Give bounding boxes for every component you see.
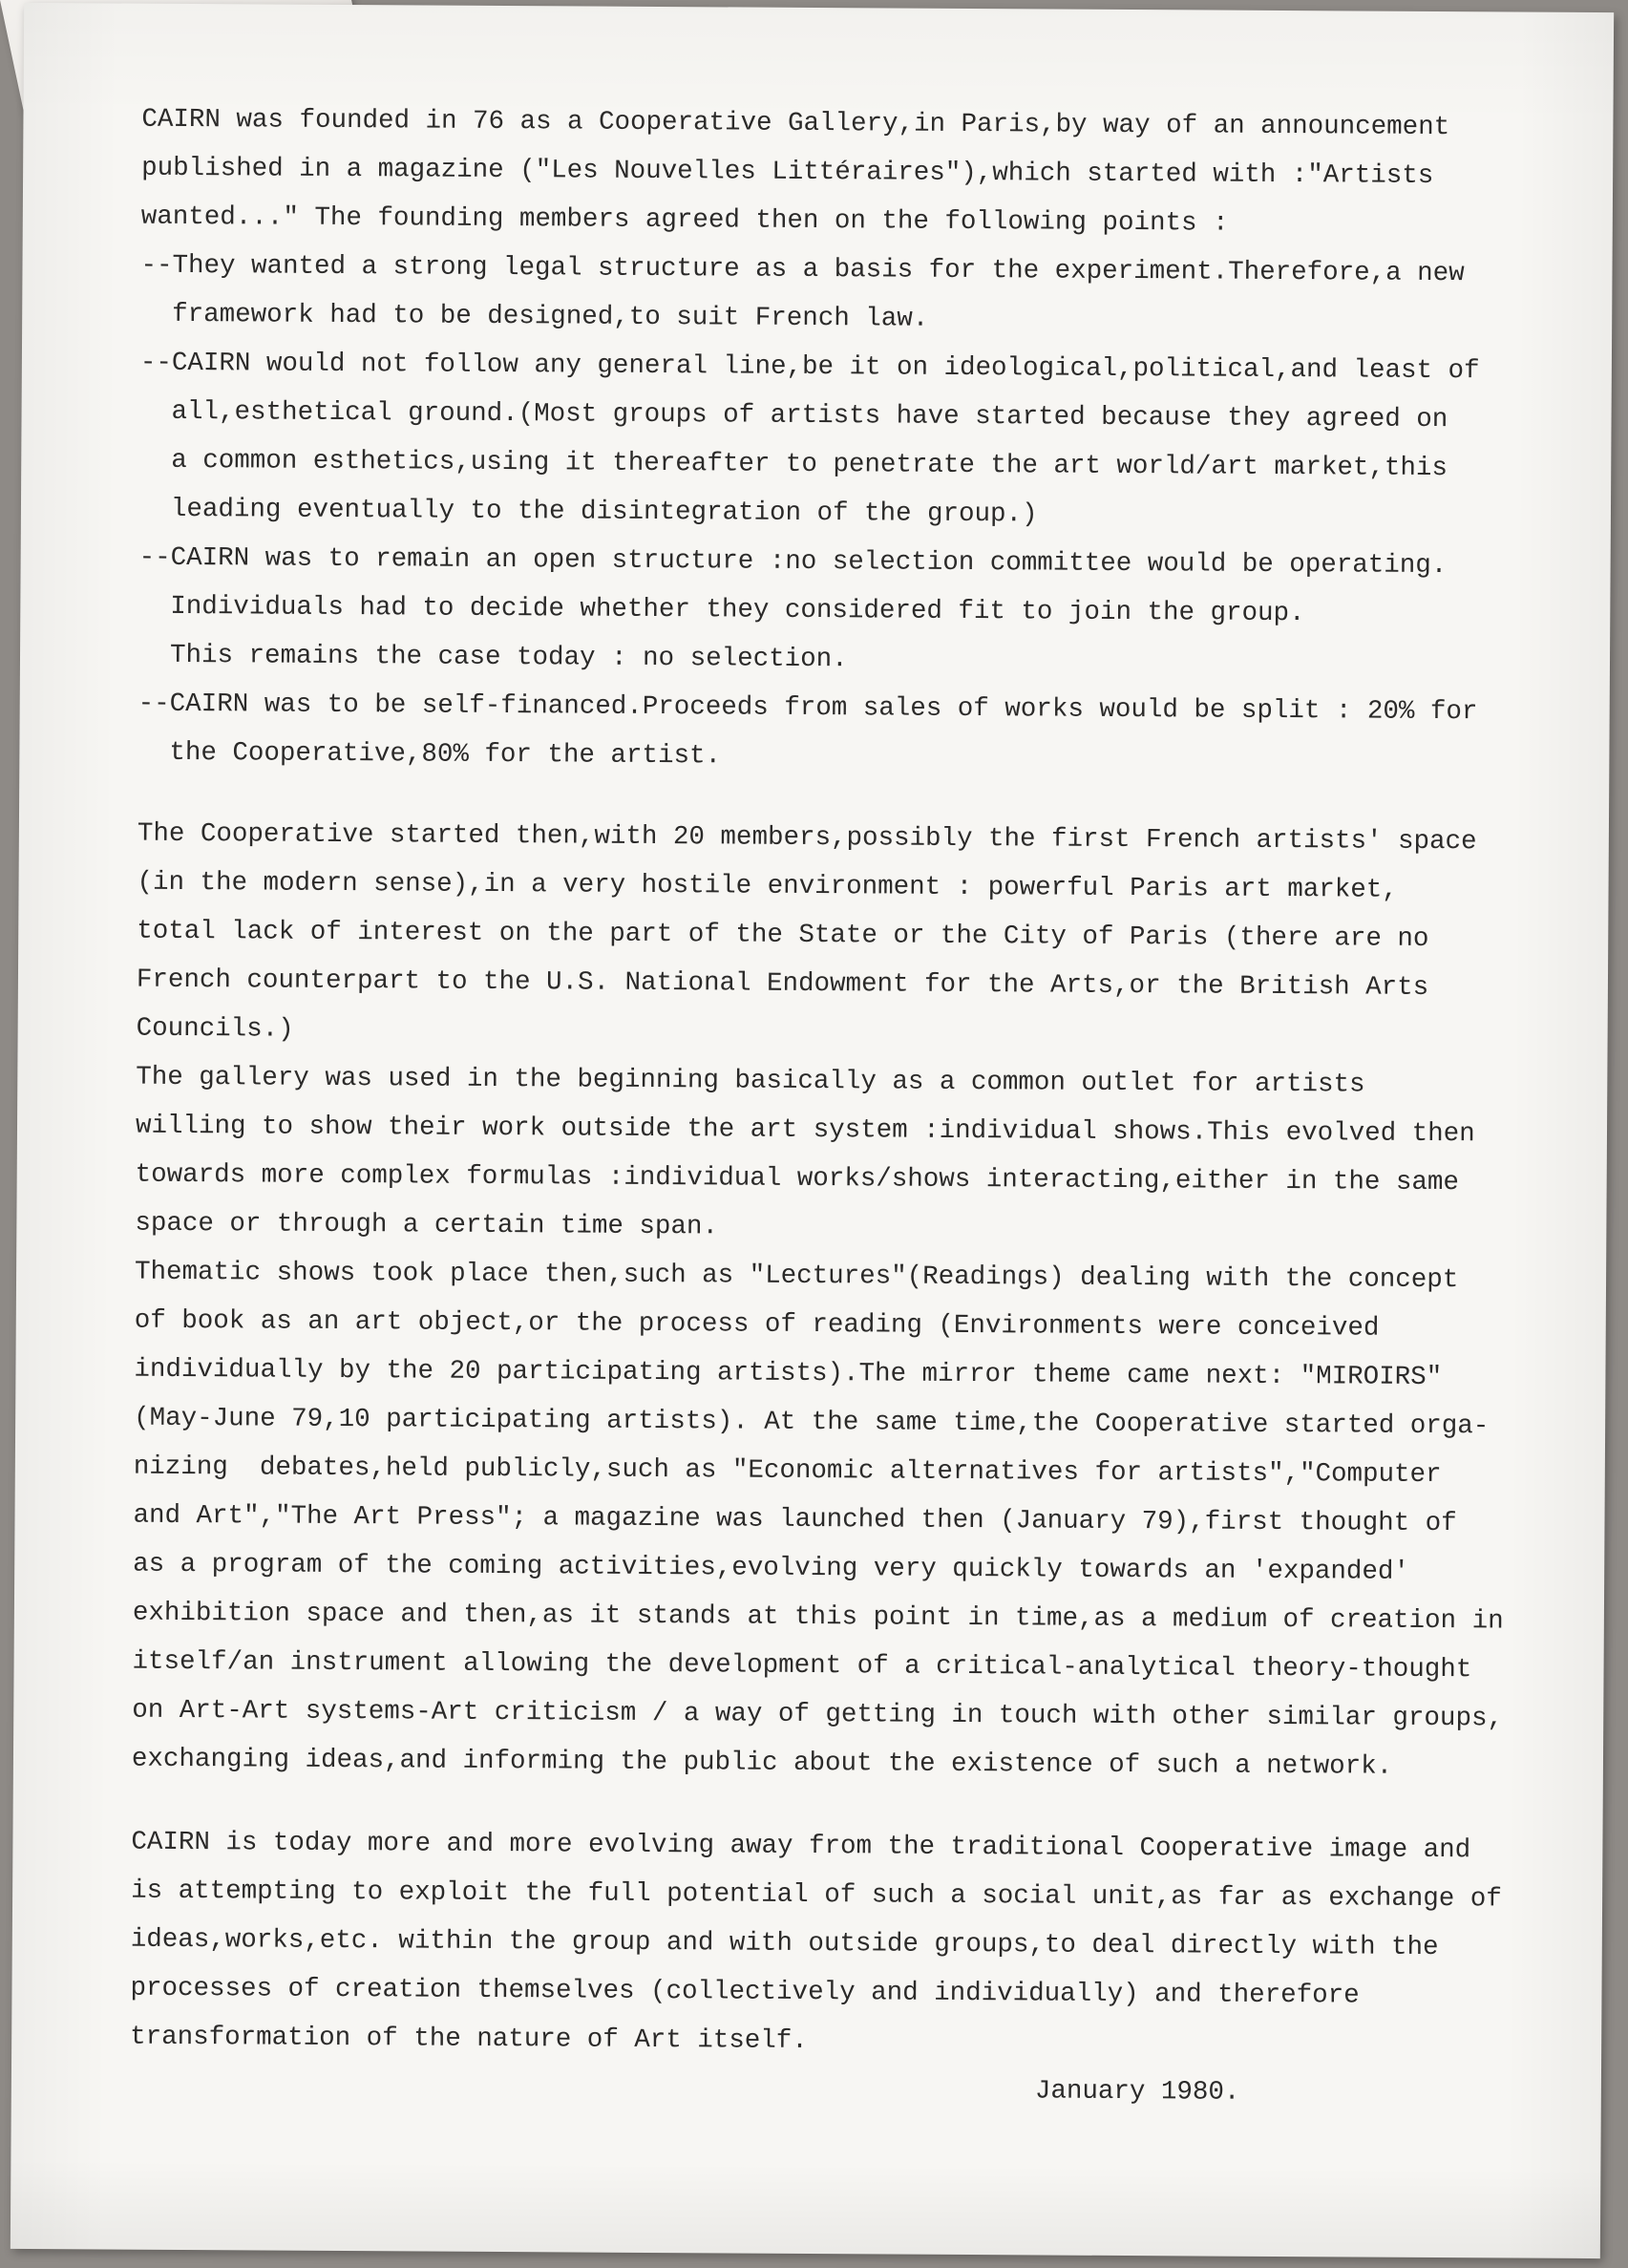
text-line: a common esthetics,using it thereafter to penetrate the art world/art market,this	[171, 445, 1448, 484]
text-line: and Art","The Art Press"; a magazine was launched then (January 79),first thought of	[133, 1500, 1457, 1539]
text-line: --CAIRN was to remain an open structure :no selection committee would be operating.	[138, 542, 1448, 582]
text-line: wanted..." The founding members agreed then on the following points :	[140, 201, 1229, 239]
founding-points-list	[137, 242, 1573, 786]
closing-paragraph	[130, 1818, 1564, 2070]
text-line: transformation of the nature of Art itself.	[130, 2022, 808, 2056]
text-line: is attempting to exploit the full potential of such a social unit,as far as exchange of	[131, 1876, 1502, 1915]
text-line: nizing debates,held publicly,such as "Economic alternatives for artists","Computer	[133, 1452, 1442, 1491]
founding-point	[140, 242, 1574, 348]
text-line: published in a magazine ("Les Nouvelles Littéraires"),which started with :"Artists	[141, 153, 1434, 191]
text-line: The gallery was used in the beginning basically as a common outlet for artists	[136, 1062, 1365, 1100]
text-line: leading eventually to the disintegration of the group.)	[170, 494, 1038, 530]
text-line: --CAIRN would not follow any general line,be it on ideological,political,and least of	[139, 348, 1480, 387]
text-line: CAIRN was founded in 76 as a Cooperative Gallery,in Paris,by way of an announcement	[141, 104, 1450, 143]
history-paragraphs	[132, 810, 1570, 1792]
text-line: space or through a certain time span.	[135, 1208, 719, 1242]
text-line: ideas,works,etc. within the group and with outside groups,to deal directly with the	[130, 1924, 1439, 1963]
intro-paragraph	[141, 95, 1575, 250]
text-line: willing to show their work outside the art system :individual shows.This evolved then	[135, 1111, 1475, 1150]
text-line: Thematic shows took place then,such as "Lectures"(Readings) dealing with the concept	[134, 1257, 1459, 1296]
text-line: the Cooperative,80% for the artist.	[169, 737, 722, 772]
text-line: Individuals had to decide whether they considered fit to join the group.	[170, 591, 1305, 629]
text-line: Councils.)	[136, 1013, 294, 1045]
text-line: --CAIRN was to be self-financed.Proceeds from sales of works would be split : 20% for	[137, 689, 1478, 728]
typewritten-page	[11, 3, 1614, 2258]
text-line: individually by the 20 participating artists).The mirror theme came next: "MIROIRS"	[134, 1354, 1443, 1393]
text-line: CAIRN is today more and more evolving away from the traditional Cooperative image and	[131, 1827, 1471, 1866]
text-line: (May-June 79,10 participating artists). At the same time,the Cooperative started orga-	[134, 1403, 1490, 1442]
founding-point	[139, 339, 1573, 542]
text-line: framework had to be designed,to suit French law.	[172, 299, 929, 334]
text-line: of book as an art object,or the process of reading (Environments were conceived	[134, 1305, 1380, 1344]
text-line: --They wanted a strong legal structure as a basis for the experiment.Therefore,a new	[140, 250, 1465, 289]
text-line: This remains the case today : no selection.	[169, 640, 848, 675]
text-line: total lack of interest on the part of the State or the City of Paris (there are no	[137, 916, 1429, 954]
text-line: exchanging ideas,and informing the public about the existence of such a network.	[131, 1744, 1393, 1782]
text-line: processes of creation themselves (collectively and individually) and therefore	[130, 1973, 1360, 2011]
text-line: (in the modern sense),in a very hostile environment : powerful Paris art market,	[137, 867, 1398, 905]
document-date: January 1980.	[1034, 2076, 1240, 2108]
text-line: itself/an instrument allowing the development of a critical-analytical theory-thought	[132, 1646, 1472, 1685]
document-text	[130, 95, 1575, 2119]
text-line: The Cooperative started then,with 20 members,possibly the first French artists' space	[137, 818, 1477, 858]
founding-point	[137, 680, 1571, 786]
text-line: exhibition space and then,as it stands at this point in time,as a medium of creation in	[132, 1598, 1504, 1637]
text-line: French counterpart to the U.S. National Endowment for the Arts,or the British Arts	[136, 964, 1429, 1003]
text-line: towards more complex formulas :individual works/shows interacting,either in the same	[135, 1159, 1460, 1198]
text-line: all,esthetical ground.(Most groups of artists have started because they agreed on	[171, 396, 1448, 435]
text-line: as a program of the coming activities,evolving very quickly towards an 'expanded'	[133, 1549, 1410, 1587]
text-line: on Art-Art systems-Art criticism / a way of getting in touch with other similar groups,	[132, 1695, 1504, 1734]
founding-point	[138, 534, 1572, 689]
